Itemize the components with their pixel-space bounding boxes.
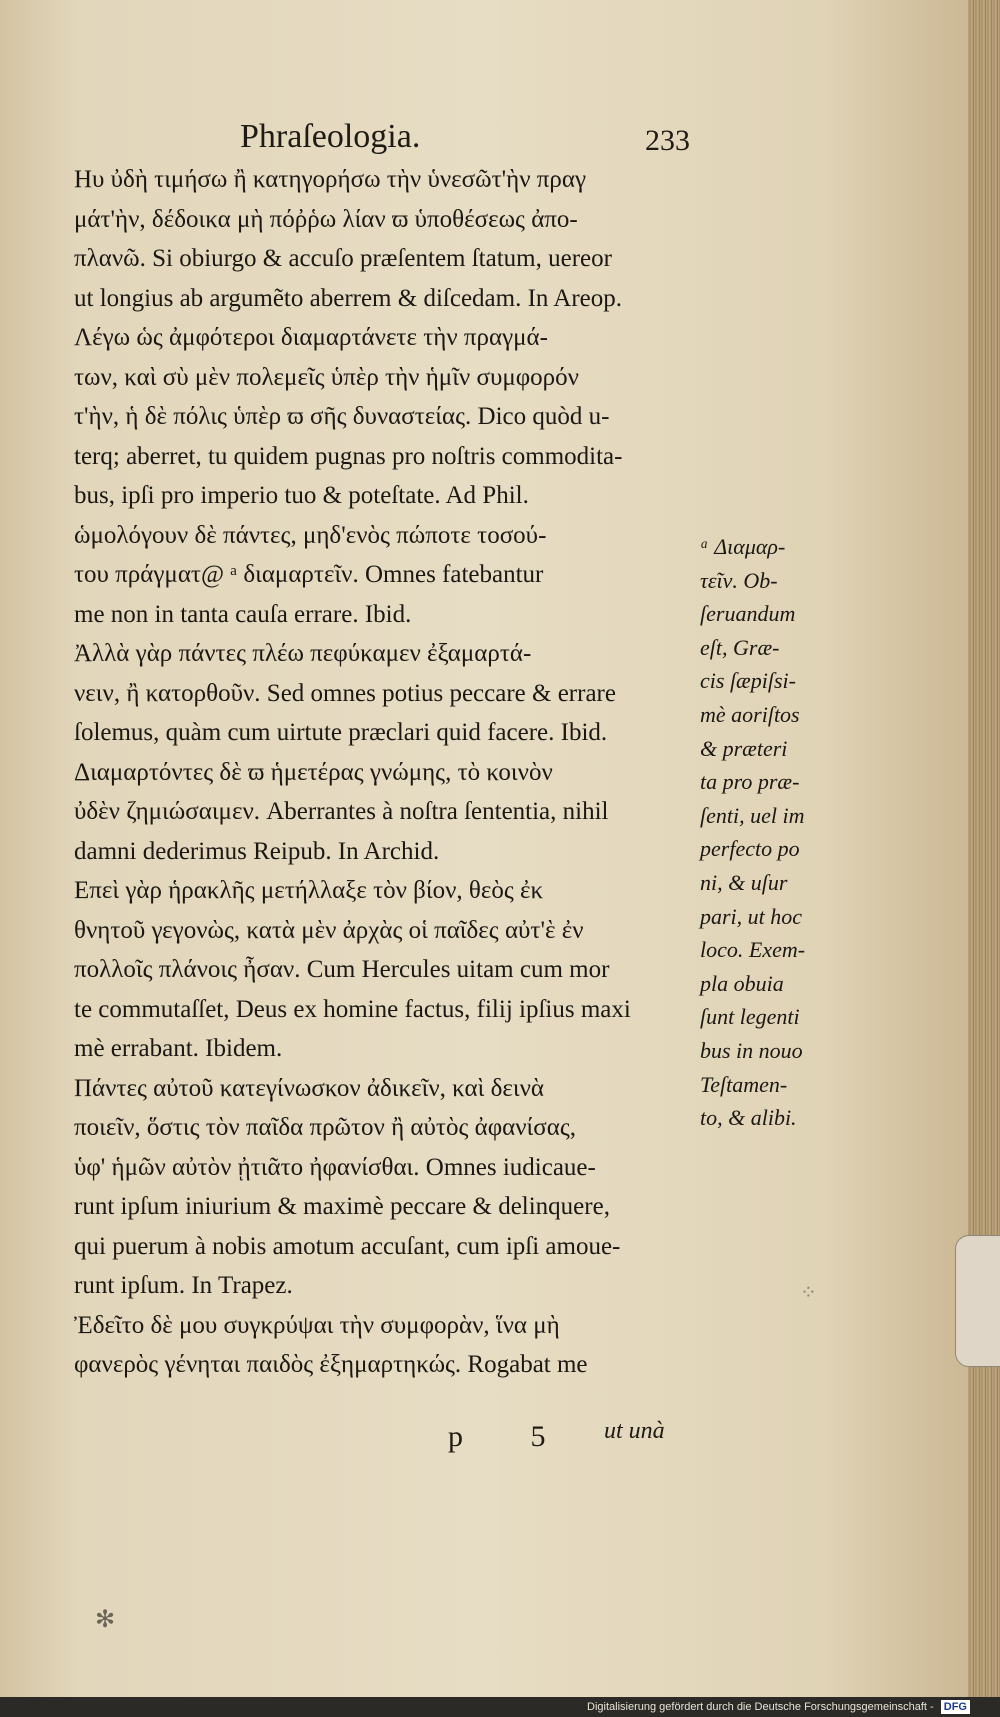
margin-line: ᵃ Διαμαρ- bbox=[700, 534, 786, 559]
margin-line: & præteri bbox=[700, 735, 788, 761]
margin-line: mè aoriſtos bbox=[700, 701, 800, 727]
margin-line: ſenti, uel im bbox=[700, 802, 805, 828]
footer-text: Digitalisierung gefördert durch die Deutsche Forschungsgemeinschaft - bbox=[587, 1701, 934, 1713]
text-line: qui puerum à nobis amotum accuſant, cum ipſi amoue- bbox=[74, 1232, 621, 1260]
text-line: νειν, ἢ κατορθοῦν. Sed omnes potius peccare & errare bbox=[74, 679, 616, 707]
text-line: damni dederimus Reipub. In Archid. bbox=[74, 837, 440, 865]
text-line: Ηυ ὐδὴ τιμήσω ἢ κατηγορήσω τὴν ὑνεσῶτ'ὴν πραγ bbox=[74, 166, 586, 193]
text-line: Επεὶ γὰρ ἡρακλῆς μετήλλαξε τὸν βίον, θεὸς ἐκ bbox=[74, 877, 544, 904]
text-line: του πράγματ@ ᵃ διαμαρτεῖν. Omnes fatebantur bbox=[74, 561, 544, 588]
body-text bbox=[74, 160, 694, 1385]
text-line: τ'ὴν, ἡ δὲ πόλις ὑπὲρ ϖ σῆς δυναστείας. Dico quòd u- bbox=[74, 403, 610, 430]
margin-line: ſunt legenti bbox=[700, 1004, 800, 1030]
text-line: ὡμολόγουν δὲ πάντες, μηδ'ενὸς πώποτε τοσού- bbox=[74, 521, 547, 549]
margin-line: perfecto po bbox=[700, 836, 800, 862]
text-line: Πάντες αὐτοῦ κατεγίνωσκον ἀδικεῖν, καὶ δεινὰ bbox=[74, 1074, 545, 1102]
margin-line: to, & alibi. bbox=[700, 1105, 797, 1131]
catchword: ut unà bbox=[604, 1418, 665, 1444]
text-line: bus, ipſi pro imperio tuo & poteſtate. Ad Phil. bbox=[74, 482, 529, 509]
marginal-note bbox=[700, 530, 832, 1135]
text-line: terq; aberret, tu quidem pugnas pro noſtris commodita- bbox=[74, 442, 623, 470]
margin-line: ta pro præ- bbox=[700, 769, 800, 795]
text-line: μάτ'ὴν, δέδοικα μὴ πόῤῥω λίαν ϖ ὑποθέσεως ἀπο- bbox=[74, 205, 578, 233]
text-line: ὐδὲν ζημιώσαιμεν. Aberrantes à noſtra ſententia, nihil bbox=[74, 798, 609, 825]
text-line: φανερὸς γένηται παιδὸς ἐξημαρτηκώς. Rogabat me bbox=[74, 1351, 588, 1378]
printer-ornament-icon: ✻ bbox=[95, 1607, 116, 1633]
text-line: Διαμαρτόντες δὲ ϖ ἡμετέρας γνώμης, τὸ κοινὸν bbox=[74, 758, 553, 786]
text-line: runt ipſum. In Trapez. bbox=[74, 1272, 293, 1299]
margin-line: ni, & uſur bbox=[700, 869, 788, 895]
digitization-footer bbox=[0, 1697, 1000, 1717]
margin-line: Teſtamen- bbox=[700, 1071, 788, 1097]
text-line: πλανῶ. Si obiurgo & accuſo præſentem ſtatum, uereor bbox=[74, 245, 612, 272]
running-head: Phraſeologia. bbox=[240, 118, 421, 155]
text-line: ut longius ab argumẽto aberrem & diſcedam. In Areop. bbox=[74, 284, 622, 312]
margin-line: loco. Exem- bbox=[700, 937, 806, 963]
text-line: ποιεῖν, ὅστις τὸν παῖδα πρῶτον ἢ αὐτὸς ἀφανίσας, bbox=[74, 1114, 576, 1141]
text-line: πολλοῖς πλάνοις ἦσαν. Cum Hercules uitam cum mor bbox=[74, 956, 610, 983]
text-line: των, καὶ σὺ μὲν πολεμεῖς ὑπὲρ τὴν ἡμῖν συμφορόν bbox=[74, 363, 579, 391]
margin-line: eſt, Græ- bbox=[700, 634, 780, 660]
text-line: te commutaſſet, Deus ex homine factus, filij ipſius maxi bbox=[74, 995, 631, 1023]
margin-line: pari, ut hoc bbox=[700, 903, 803, 929]
page-edge bbox=[968, 0, 1000, 1717]
text-line: Ἀλλὰ γὰρ πάντες πλέω πεφύκαμεν ἐξαμαρτά- bbox=[74, 640, 532, 667]
margin-line: cis ſæpiſsi- bbox=[700, 668, 796, 694]
signature-mark: p 5 bbox=[448, 1420, 576, 1453]
margin-line: bus in nouo bbox=[700, 1037, 803, 1063]
text-line: Ἐδεῖτο δὲ μου συγκρύψαι τὴν συμφορὰν, ἵνα μὴ bbox=[74, 1311, 560, 1339]
text-line: runt ipſum iniurium & maximè peccare & delinquere, bbox=[74, 1193, 610, 1220]
book-tab-marker bbox=[955, 1235, 1000, 1367]
margin-line: τεῖν. Ob- bbox=[700, 567, 778, 593]
text-line: me non in tanta cauſa errare. Ibid. bbox=[74, 600, 412, 628]
margin-line: pla obuia bbox=[700, 970, 784, 996]
text-line: θνητοῦ γεγονὼς, κατὰ μὲν ἀρχὰς οἱ παῖδες αὐτ'ὲ ἐν bbox=[74, 916, 584, 944]
text-line: ὑφ' ἡμῶν αὐτὸν ᾐτιᾶτο ἠφανίσθαι. Omnes iudicaue- bbox=[74, 1153, 596, 1181]
margin-line: ſeruandum bbox=[700, 601, 796, 627]
dfg-logo: DFG bbox=[941, 1700, 970, 1714]
text-line: Λέγω ὡς ἀμφότεροι διαμαρτάνετε τὴν πραγμά- bbox=[74, 324, 548, 351]
text-line: mè errabant. Ibidem. bbox=[74, 1035, 283, 1062]
page-number: 233 bbox=[645, 124, 690, 157]
paper-mark-icon: ⁘ bbox=[800, 1282, 817, 1304]
text-line: ſolemus, quàm cum uirtute præclari quid facere. Ibid. bbox=[74, 719, 608, 746]
